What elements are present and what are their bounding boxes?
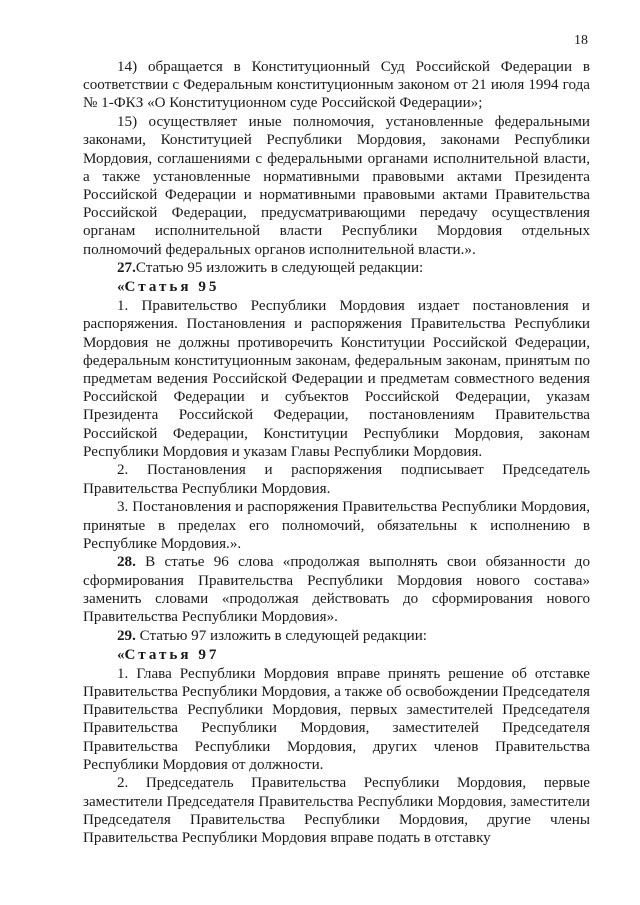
article-97-part-2: 2. Председатель Правительства Республики Мордовия, первые заместители Председателя Правительства Республики Мордовия, заместители Председателя Правительства Республики Мордовия, другие члены Правительства Республики Мордовия вправе подать в отставку (83, 775, 590, 847)
paragraph-amendment-29 (83, 627, 590, 645)
paragraph-amendment-27 (83, 259, 590, 277)
article-95-heading (83, 278, 590, 296)
quote-mark: « (117, 278, 125, 295)
article-95-part-3: 3. Постановления и распоряжения Правительства Республики Мордовия, принятые в пределах его полномочий, обязательны к исполнению в Республике Мордовия.». (83, 499, 590, 552)
paragraph-item-15: 15) осуществляет иные полномочия, установленные федеральными законами, Конституцией Республики Мордовия, законами Республики Мордовия, соглашениями с федеральными органами исполнительной власти, а также установленные нормативными правовыми актами Президента Российской Федерации и нормативными правовыми актами Правительства Российской Федерации, предусматривающими передачу осуществления органам исполнительной власти Республики Мордовия отдельных полномочий федеральных органов исполнительной власти.». (83, 114, 590, 258)
page-number: 18 (574, 33, 588, 48)
article-97-part-1: 1. Глава Республики Мордовия вправе принять решение об отставке Правительства Республики Мордовия, а также об освобождении Председателя Правительства Республики Мордовия, первых заместителей Председателя Правительства Республики Мордовия, заместителей Председателя Правительства Республики Мордовия, других членов Правительства Республики Мордовия от должности. (83, 665, 590, 773)
amendment-text: Статью 95 изложить в следующей редакции: (135, 260, 424, 277)
article-97-heading (83, 646, 590, 664)
article-heading-text: Статья 95 (124, 278, 220, 295)
paragraph-amendment-28 (83, 553, 590, 626)
document-body (83, 58, 590, 848)
amendment-number: 29. (117, 627, 136, 644)
amendment-text: В статье 96 слова «продолжая выполнять свои обязанности до сформирования Правительства Республики Мордовия нового состава» заменить словами «продолжая действовать до сформирования нового Правительства Республики Мордовия». (83, 554, 590, 626)
paragraph-item-14: 14) обращается в Конституционный Суд Российской Федерации в соответствии с Федеральным конституционным законом от 21 июля 1994 года № 1-ФКЗ «О Конституционном суде Российской Федерации»; (83, 59, 590, 112)
article-heading-text: Статья 97 (124, 646, 220, 663)
quote-mark: « (117, 646, 125, 663)
amendment-number: 28. (117, 554, 136, 571)
amendment-number: 27. (117, 260, 136, 277)
amendment-text: Статью 97 изложить в следующей редакции: (139, 627, 428, 644)
article-95-part-1: 1. Правительство Республики Мордовия издает постановления и распоряжения. Постановления и распоряжения Правительства Республики Мордовия не должны противоречить Конституции Российской Федерации, федеральным конституционным законам, федеральным законам, принятым по предметам ведения Российской Федерации и предметам совместного ведения Российской Федерации и субъектов Российской Федерации, указам Президента Российской Федерации, постановлениям Правительства Российской Федерации, Конституции Республики Мордовия, законам Республики Мордовия и указам Главы Республики Мордовия. (83, 298, 590, 460)
article-95-part-2: 2. Постановления и распоряжения подписывает Председатель Правительства Республики Мордовия. (83, 462, 590, 497)
